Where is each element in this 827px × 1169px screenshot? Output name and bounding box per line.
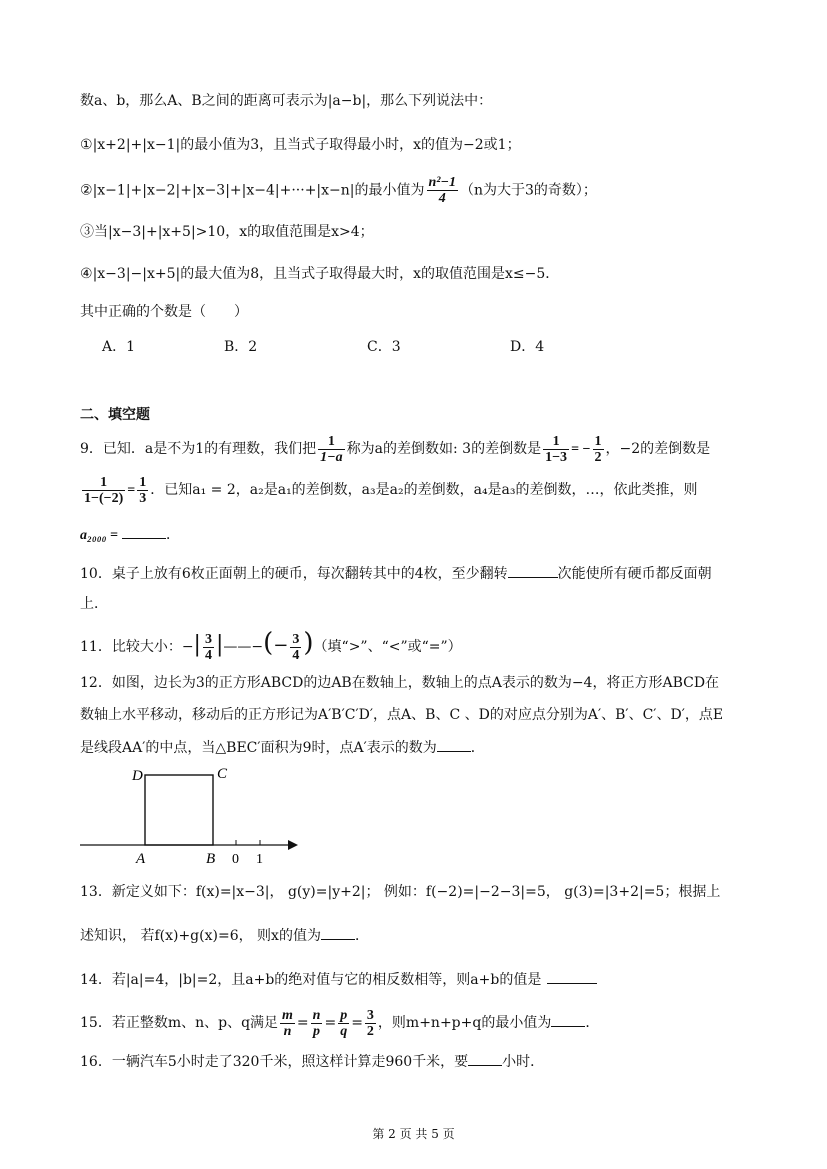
q12-line2: 数轴上水平移动，移动后的正方形记为A′B′C′D′，点A、B、C 、D的对应点分别为A′、B′、C′、D′，点E bbox=[80, 707, 724, 723]
fraction: $\frac{1}{1-a}$ bbox=[320, 433, 343, 465]
fraction: $\frac{n}{p}$ bbox=[312, 1007, 321, 1039]
intro-line: 数a、b，那么A、B之间的距离可表示为|a−b|，那么下列说法中： bbox=[80, 93, 493, 109]
q10-line1: 10．桌子上放有6枚正面朝上的硬币，每次翻转其中的4枚，至少翻转 次能使所有硬币都反面朝 bbox=[80, 563, 712, 584]
square-abcd bbox=[145, 775, 213, 845]
answer-blank[interactable] bbox=[547, 969, 597, 984]
label-c: C bbox=[217, 766, 228, 782]
statement-2 bbox=[80, 175, 597, 206]
option-c[interactable]: C．3 bbox=[367, 339, 401, 355]
statement-marker: ② bbox=[80, 182, 93, 199]
label-0: 0 bbox=[232, 852, 239, 867]
answer-blank[interactable] bbox=[122, 524, 166, 539]
fraction: $\frac{1}{3}$ bbox=[139, 474, 147, 506]
fraction: $\frac{3}{4}$ bbox=[204, 631, 212, 663]
label-a: A bbox=[136, 851, 146, 867]
page-footer: 第 2 页 共 5 页 bbox=[372, 1127, 455, 1141]
fraction: $\frac{3}{4}$ bbox=[292, 631, 300, 663]
answer-blank[interactable] bbox=[551, 1012, 585, 1027]
fraction: $\frac{1}{2}$ bbox=[594, 433, 602, 465]
statement-4 bbox=[80, 264, 559, 284]
q16-line: 16．一辆汽车5小时走了320千米，照这样计算走960千米，要 小时． bbox=[80, 1051, 544, 1072]
statement-text: |x−3|−|x+5|的最大值为8，且当式子取得最大时，x的取值范围是x≤−5． bbox=[92, 266, 560, 282]
statement-text: |x−1|+|x−2|+|x−3|+|x−4|+···+|x−n|的最小值为 bbox=[92, 182, 425, 199]
answer-blank[interactable] bbox=[437, 737, 471, 752]
number-line-figure bbox=[70, 760, 310, 870]
q11-line: 11．比较大小：−| $\frac{3}{4}$ |——−(− $\frac{3}{4}$ )（填“>”、“<”或“=”） bbox=[80, 628, 462, 663]
statement-marker: ① bbox=[80, 137, 93, 153]
fraction: $\frac{3}{2}$ bbox=[366, 1007, 374, 1039]
option-d[interactable]: D．4 bbox=[510, 339, 545, 355]
option-b[interactable]: B．2 bbox=[224, 339, 258, 355]
axis-arrow bbox=[288, 840, 298, 850]
statement-marker: ③ bbox=[80, 224, 94, 240]
q9-line3: a₂₀₀₀ = ． bbox=[80, 524, 180, 546]
fraction: $\frac{m}{n}$ bbox=[282, 1007, 293, 1039]
q10-line2: 上． bbox=[80, 596, 108, 612]
statement-1 bbox=[80, 135, 521, 155]
q12-line3: 是线段AA′的中点，当△BEC′面积为9时，点A′表示的数为 ． bbox=[80, 737, 485, 758]
option-a[interactable]: A．1 bbox=[102, 339, 136, 355]
statement-3 bbox=[80, 222, 374, 242]
statement-text: |x+2|+|x−1|的最小值为3，且当式子取得最小时，x的值为−2或1； bbox=[92, 137, 521, 153]
q14-line: 14．若|a|=4，|b|=2，且a+b的绝对值与它的相反数相等，则a+b的值是 bbox=[80, 969, 597, 990]
answer-blank[interactable] bbox=[321, 925, 355, 940]
q9-line1: 9．已知．a是不为1的有理数，我们把 $\frac{1}{1-a}$ 称为a的差倒数如: 3的差倒数是 $\frac{1}{1-3}$ = − $\frac{1}{2}$ ，−2的差倒数是 bbox=[80, 433, 711, 465]
fraction: $\frac{1}{1-3}$ bbox=[545, 433, 568, 465]
fraction: $\frac{1}{1-(-2)}$ bbox=[84, 474, 124, 506]
statement-text: 当|x−3|+|x+5|>10，x的取值范围是x>4； bbox=[94, 224, 374, 240]
label-d: D bbox=[132, 768, 143, 784]
statement-text-after: （n为大于3的奇数）； bbox=[459, 182, 597, 199]
statement-marker: ④ bbox=[80, 266, 93, 282]
q15-line: 15．若正整数m、n、p、q满足 $\frac{m}{n}$ = $\frac{n}{p}$ = $\frac{p}{q}$ = $\frac{3}{2}$ ，则m+n+p+q的最小值为 ． bbox=[80, 1007, 600, 1039]
q9-line2: $\frac{1}{1-(-2)}$ = $\frac{1}{3}$ ．已知a₁ = 2，a₂是a₁的差倒数，a₃是a₂的差倒数，a₄是a₃的差倒数，…，依此类推，则 bbox=[84, 474, 698, 506]
label-b: B bbox=[206, 851, 216, 867]
label-1: 1 bbox=[256, 852, 263, 867]
fraction: $\frac{\text{n²−1}}{4}$ bbox=[428, 175, 456, 206]
fraction: $\frac{p}{q}$ bbox=[340, 1007, 348, 1039]
answer-blank[interactable] bbox=[468, 1051, 502, 1066]
section-title: 二、填空题 bbox=[80, 407, 150, 423]
answer-blank[interactable] bbox=[508, 563, 558, 578]
q13-line2: 述知识， 若f(x)+g(x)=6， 则x的值为 ． bbox=[80, 925, 369, 946]
q12-line1: 12．如图，边长为3的正方形ABCD的边AB在数轴上，数轴上的点A表示的数为−4，将正方形ABCD在 bbox=[80, 675, 720, 691]
q13-line1: 13．新定义如下：f(x)=|x−3|， g(y)=|y+2|； 例如：f(−2)=|−2−3|=5， g(3)=|3+2|=5；根据上 bbox=[80, 884, 721, 900]
question-prompt: 其中正确的个数是（ ） bbox=[80, 304, 248, 320]
